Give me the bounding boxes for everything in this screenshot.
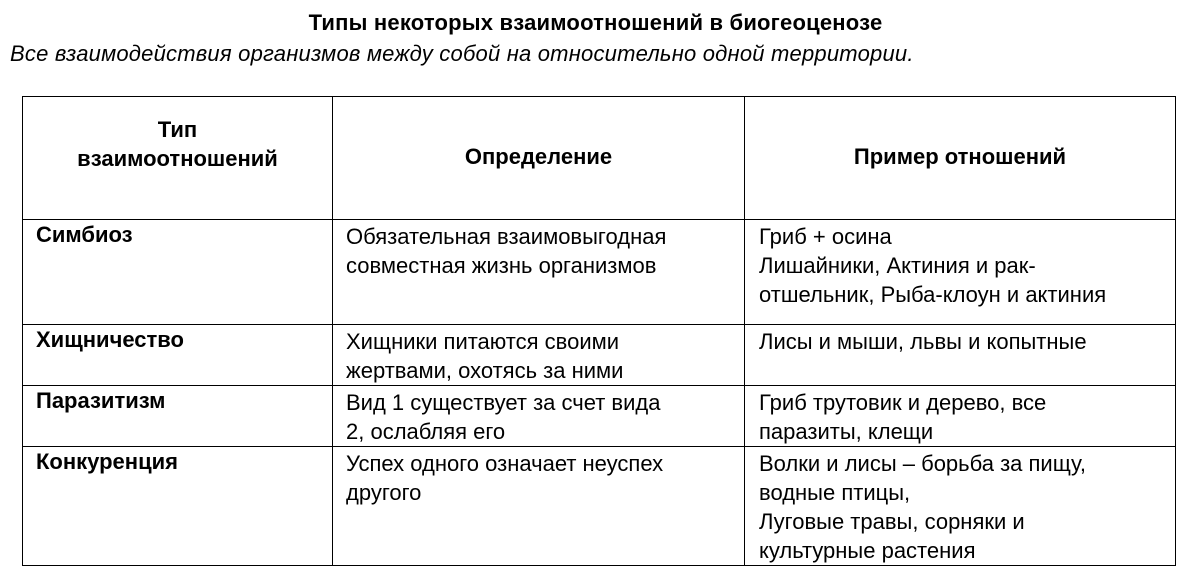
table-row — [23, 447, 1176, 566]
type-cell — [23, 447, 333, 566]
header-type — [23, 97, 333, 220]
table-row — [23, 220, 1176, 325]
type-predation: Хищничество — [36, 327, 184, 352]
header-type-line2: взаимоотношений — [77, 146, 278, 171]
table-header-row — [23, 97, 1176, 220]
example-line: Гриб трутовик и дерево, все — [759, 390, 1047, 415]
example-line: Лишайники, Актиния и рак- — [759, 253, 1036, 278]
definition-line: Хищники питаются своими — [346, 329, 620, 354]
header-definition-label: Определение — [464, 143, 613, 169]
example-line: Волки и лисы – борьба за пищу, — [759, 451, 1086, 476]
example-cell — [745, 386, 1176, 447]
header-definition — [333, 97, 745, 220]
example-line: Луговые травы, сорняки и — [759, 509, 1025, 534]
definition-cell — [333, 386, 745, 447]
example-cell — [745, 447, 1176, 566]
definition-line: Вид 1 существует за счет вида — [346, 390, 661, 415]
type-competition: Конкуренция — [36, 449, 178, 474]
type-cell — [23, 386, 333, 447]
example-line: отшельник, Рыба-клоун и актиния — [759, 282, 1107, 307]
document-title: Типы некоторых взаимоотношений в биогеоценозе — [308, 10, 883, 35]
example-line: Гриб + осина — [759, 224, 892, 249]
definition-cell — [333, 325, 745, 386]
type-symbiosis: Симбиоз — [36, 222, 133, 247]
table-row — [23, 386, 1176, 447]
example-line: Лисы и мыши, львы и копытные — [759, 329, 1087, 354]
document-subtitle: Все взаимодействия организмов между собой на относительно одной территории. — [10, 41, 914, 66]
type-parasitism: Паразитизм — [36, 388, 166, 413]
example-line: паразиты, клещи — [759, 419, 934, 444]
example-line: водные птицы, — [759, 480, 911, 505]
definition-line: 2, ослабляя его — [346, 419, 506, 444]
definition-line: жертвами, охотясь за ними — [346, 358, 624, 383]
definition-cell — [333, 447, 745, 566]
type-cell — [23, 220, 333, 325]
table-row — [23, 325, 1176, 386]
header-example-label: Пример отношений — [853, 143, 1067, 169]
definition-line: другого — [346, 480, 422, 505]
relationships-table — [22, 96, 1176, 566]
type-cell — [23, 325, 333, 386]
example-cell — [745, 325, 1176, 386]
definition-line: совместная жизнь организмов — [346, 253, 657, 278]
definition-line: Успех одного означает неуспех — [346, 451, 664, 476]
definition-cell — [333, 220, 745, 325]
example-line: культурные растения — [759, 538, 976, 563]
header-type-line1: Тип — [157, 117, 198, 142]
definition-line: Обязательная взаимовыгодная — [346, 224, 667, 249]
example-cell — [745, 220, 1176, 325]
header-example — [745, 97, 1176, 220]
